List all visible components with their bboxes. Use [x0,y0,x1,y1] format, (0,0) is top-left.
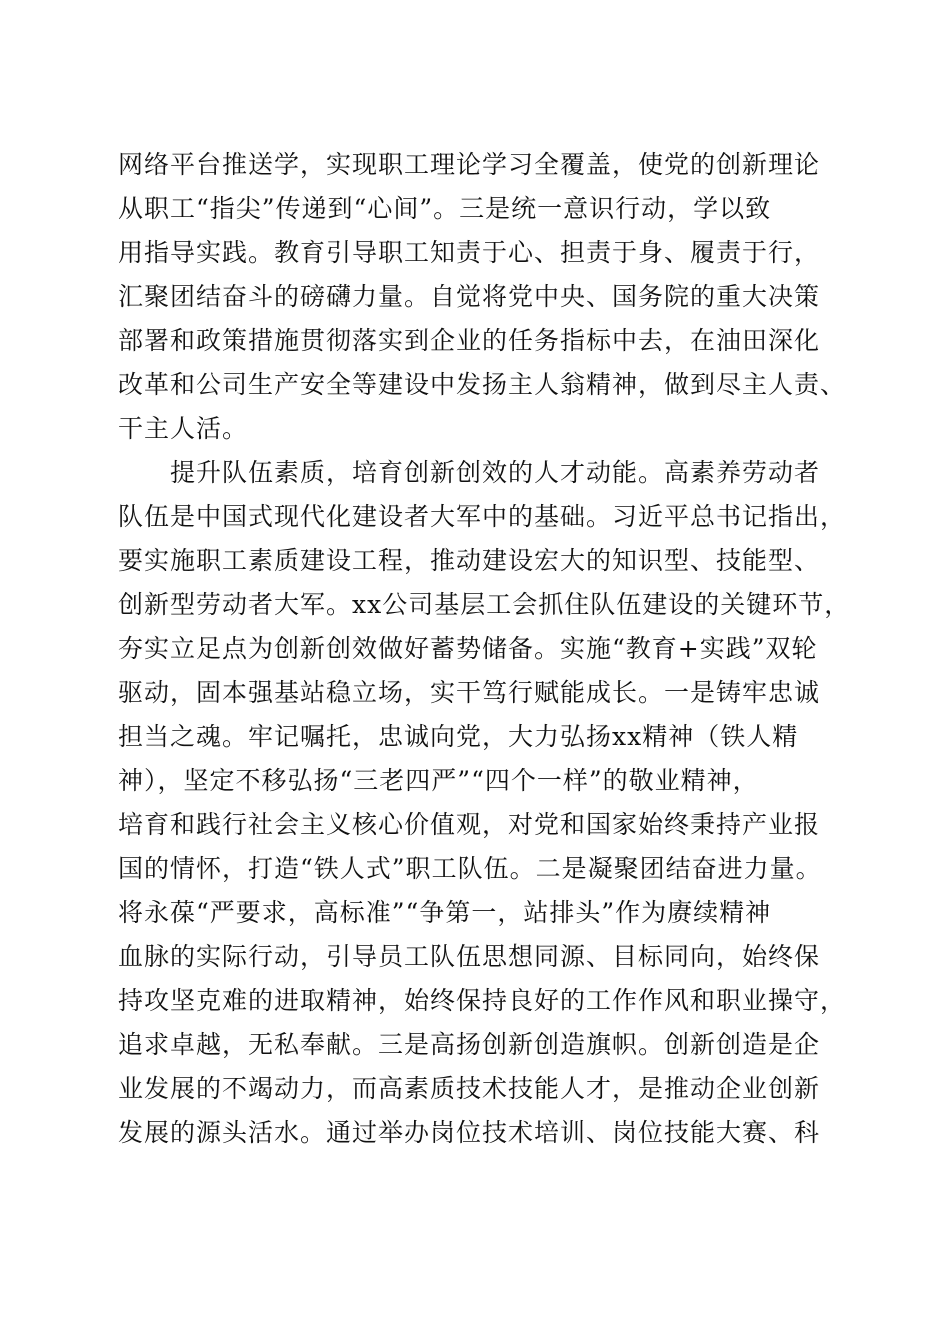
text-line: 神），坚定不移弘扬“三老四严”“四个一样”的敬业精神， [118,766,759,795]
text-line: 追求卓越，无私奉献。三是高扬创新创造旗帜。创新创造是企 [118,1030,821,1059]
body-text [118,143,858,1155]
text-line: 改革和公司生产安全等建设中发扬主人翁精神，做到尽主人责、 [118,370,847,399]
text-line: 业发展的不竭动力，而高素质技术技能人才，是推动企业创新 [118,1074,821,1103]
text-line: 国的情怀，打造“铁人式”职工队伍。二是凝聚团结奋进力量。 [118,854,822,883]
text-line: 部署和政策措施贯彻落实到企业的任务指标中去，在油田深化 [118,326,821,355]
text-line: 持攻坚克难的进取精神，始终保持良好的工作作风和职业操守， [118,986,847,1015]
text-line: 队伍是中国式现代化建设者大军中的基础。习近平总书记指出， [118,502,847,531]
text-line: 用指导实践。教育引导职工知责于心、担责于身、履责于行， [118,238,821,267]
text-line: 驱动，固本强基站稳立场，实干笃行赋能成长。一是铸牢忠诚 [118,678,821,707]
text-line: 网络平台推送学，实现职工理论学习全覆盖，使党的创新理论 [118,150,821,179]
text-line: 汇聚团结奋斗的磅礴力量。自觉将党中央、国务院的重大决策 [118,282,821,311]
text-line: 要实施职工素质建设工程，推动建设宏大的知识型、技能型、 [118,546,821,575]
text-line: 干主人活。 [118,414,249,443]
paragraph-start-line: 提升队伍素质，培育创新创效的人才动能。高素养劳动者 [170,458,821,487]
text-line: 担当之魂。牢记嘱托，忠诚向党，大力弘扬xx精神（铁人精 [118,722,799,751]
text-line: 发展的源头活水。通过举办岗位技术培训、岗位技能大赛、科 [118,1118,821,1147]
text-line: 夯实立足点为创新创效做好蓄势储备。实施“教育+实践”双轮 [118,634,818,663]
text-line: 将永葆“严要求，高标准”“争第一，站排头”作为赓续精神 [118,898,772,927]
text-line: 培育和践行社会主义核心价值观，对党和国家始终秉持产业报 [118,810,821,839]
text-line: 从职工“指尖”传递到“心间”。三是统一意识行动，学以致 [118,194,772,223]
text-line: 创新型劳动者大军。xx公司基层工会抓住队伍建设的关键环节， [118,590,851,619]
text-line: 血脉的实际行动，引导员工队伍思想同源、目标同向，始终保 [118,942,821,971]
